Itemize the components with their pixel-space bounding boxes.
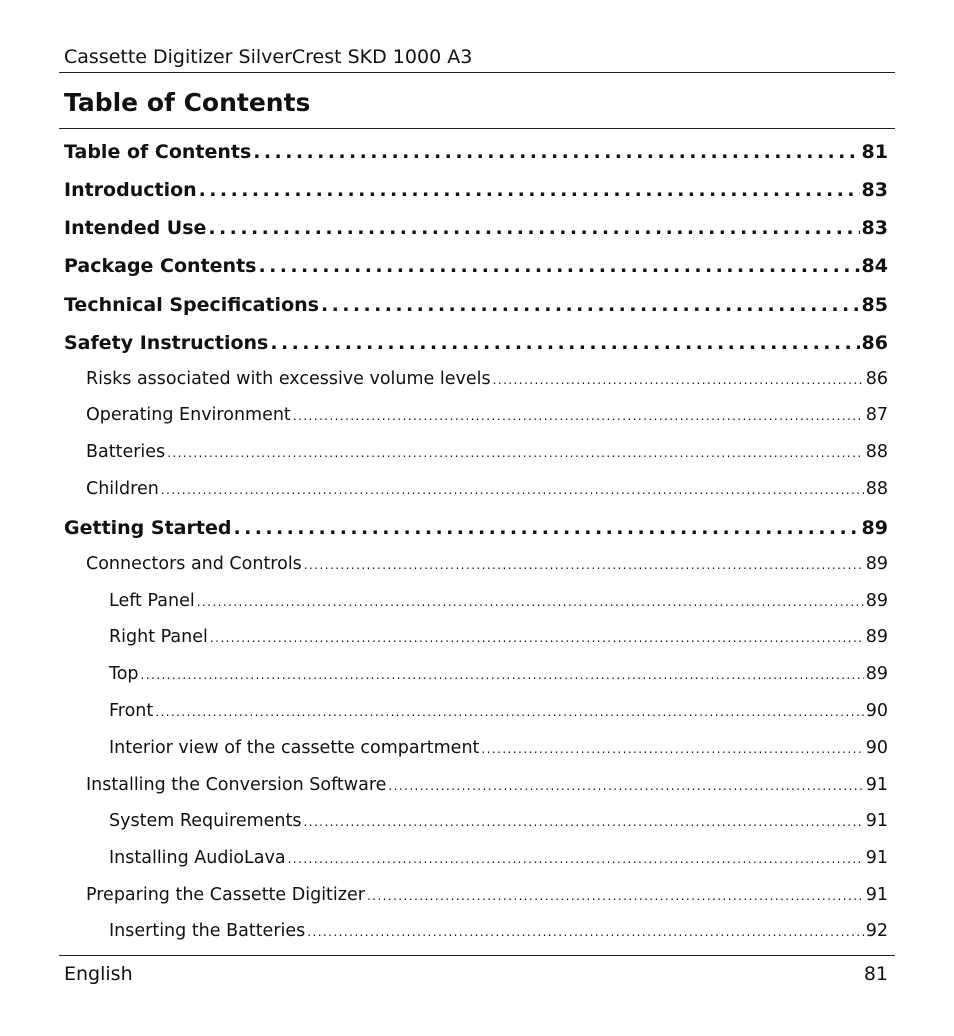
toc-entry[interactable] xyxy=(0,369,954,395)
toc-entry-page: 91 xyxy=(865,811,888,831)
toc-entry-title: Technical Specifications xyxy=(64,294,319,316)
toc-dot-leader xyxy=(258,255,859,277)
toc-entry-title: Inserting the Batteries xyxy=(109,921,306,941)
toc-dot-leader xyxy=(293,409,864,423)
toc-entry-page: 89 xyxy=(865,591,888,611)
toc-entry[interactable] xyxy=(0,294,954,320)
footer-rule xyxy=(59,955,895,956)
running-header: Cassette Digitizer SilverCrest SKD 1000 A3 xyxy=(64,46,473,68)
toc-dot-leader xyxy=(307,925,863,939)
footer-language: English xyxy=(64,963,133,985)
toc-entry-title: Interior view of the cassette compartment xyxy=(109,738,480,758)
toc-entry[interactable] xyxy=(0,517,954,543)
toc-entry-title: Operating Environment xyxy=(86,405,291,425)
toc-entry-page: 83 xyxy=(861,179,888,201)
toc-entry-page: 90 xyxy=(865,701,888,721)
toc-entry-title: Table of Contents xyxy=(64,141,252,163)
toc-entry-title: Installing the Conversion Software xyxy=(86,775,387,795)
toc-entry-page: 91 xyxy=(865,848,888,868)
toc-entry-title: Connectors and Controls xyxy=(86,554,302,574)
toc-entry[interactable] xyxy=(0,664,954,690)
toc-entry-title: Top xyxy=(109,664,139,684)
title-rule xyxy=(59,128,895,129)
toc-dot-leader xyxy=(197,595,864,609)
toc-dot-leader xyxy=(321,294,860,316)
toc-entry-page: 88 xyxy=(865,442,888,462)
toc-entry[interactable] xyxy=(0,627,954,653)
toc-entry[interactable] xyxy=(0,738,954,764)
toc-dot-leader xyxy=(253,141,859,163)
toc-dot-leader xyxy=(388,779,863,793)
toc-entry-page: 92 xyxy=(865,921,888,941)
toc-entry-page: 89 xyxy=(865,664,888,684)
toc-entry-page: 83 xyxy=(861,217,888,239)
toc-dot-leader xyxy=(233,517,859,539)
toc-dot-leader xyxy=(304,558,864,572)
toc-entry-title: Preparing the Cassette Digitizer xyxy=(86,885,365,905)
toc-entry[interactable] xyxy=(0,479,954,505)
toc-entry[interactable] xyxy=(0,811,954,837)
toc-entry-title: Getting Started xyxy=(64,517,232,539)
toc-entry[interactable] xyxy=(0,405,954,431)
toc-entry[interactable] xyxy=(0,848,954,874)
toc-entry-title: Safety Instructions xyxy=(64,332,269,354)
toc-entry-page: 84 xyxy=(861,255,888,277)
toc-entry-page: 89 xyxy=(865,627,888,647)
toc-dot-leader xyxy=(493,373,864,387)
toc-dot-leader xyxy=(210,631,864,645)
toc-dot-leader xyxy=(303,815,863,829)
toc-entry-title: Installing AudioLava xyxy=(109,848,286,868)
toc-entry-page: 90 xyxy=(865,738,888,758)
toc-entry-page: 87 xyxy=(865,405,888,425)
toc-dot-leader xyxy=(199,179,860,201)
toc-entry-title: Front xyxy=(109,701,154,721)
toc-entry-page: 91 xyxy=(865,775,888,795)
toc-entry[interactable] xyxy=(0,442,954,468)
toc-entry-page: 86 xyxy=(865,369,888,389)
toc-entry[interactable] xyxy=(0,921,954,947)
toc-entry-title: Package Contents xyxy=(64,255,257,277)
toc-dot-leader xyxy=(208,217,859,239)
page-title: Table of Contents xyxy=(64,88,311,117)
toc-entry[interactable] xyxy=(0,591,954,617)
toc-entry[interactable] xyxy=(0,701,954,727)
toc-entry-title: Batteries xyxy=(86,442,166,462)
toc-entry[interactable] xyxy=(0,885,954,911)
toc-dot-leader xyxy=(141,668,864,682)
toc-entry[interactable] xyxy=(0,179,954,205)
toc-entry-title: Right Panel xyxy=(109,627,208,647)
toc-entry-page: 88 xyxy=(865,479,888,499)
toc-dot-leader xyxy=(161,483,864,497)
toc-dot-leader xyxy=(481,742,863,756)
toc-dot-leader xyxy=(288,852,864,866)
toc-entry-page: 89 xyxy=(865,554,888,574)
toc-dot-leader xyxy=(270,332,859,354)
toc-entry-page: 81 xyxy=(861,141,888,163)
toc-dot-leader xyxy=(367,889,864,903)
toc-entry[interactable] xyxy=(0,332,954,358)
toc-entry-title: System Requirements xyxy=(109,811,302,831)
toc-entry[interactable] xyxy=(0,775,954,801)
toc-entry[interactable] xyxy=(0,255,954,281)
toc-entry[interactable] xyxy=(0,554,954,580)
toc-entry[interactable] xyxy=(0,141,954,167)
header-rule xyxy=(59,72,895,73)
toc-entry-page: 91 xyxy=(865,885,888,905)
toc-entry-page: 85 xyxy=(861,294,888,316)
toc-entry-page: 89 xyxy=(861,517,888,539)
toc-entry-page: 86 xyxy=(861,332,888,354)
toc-entry-title: Children xyxy=(86,479,159,499)
toc-dot-leader xyxy=(167,446,864,460)
toc-entry-title: Risks associated with excessive volume levels xyxy=(86,369,491,389)
toc-entry-title: Intended Use xyxy=(64,217,207,239)
footer-page-number: 81 xyxy=(863,963,888,985)
toc-entry-title: Introduction xyxy=(64,179,197,201)
toc-entry[interactable] xyxy=(0,217,954,243)
toc-dot-leader xyxy=(155,705,863,719)
toc-entry-title: Left Panel xyxy=(109,591,195,611)
